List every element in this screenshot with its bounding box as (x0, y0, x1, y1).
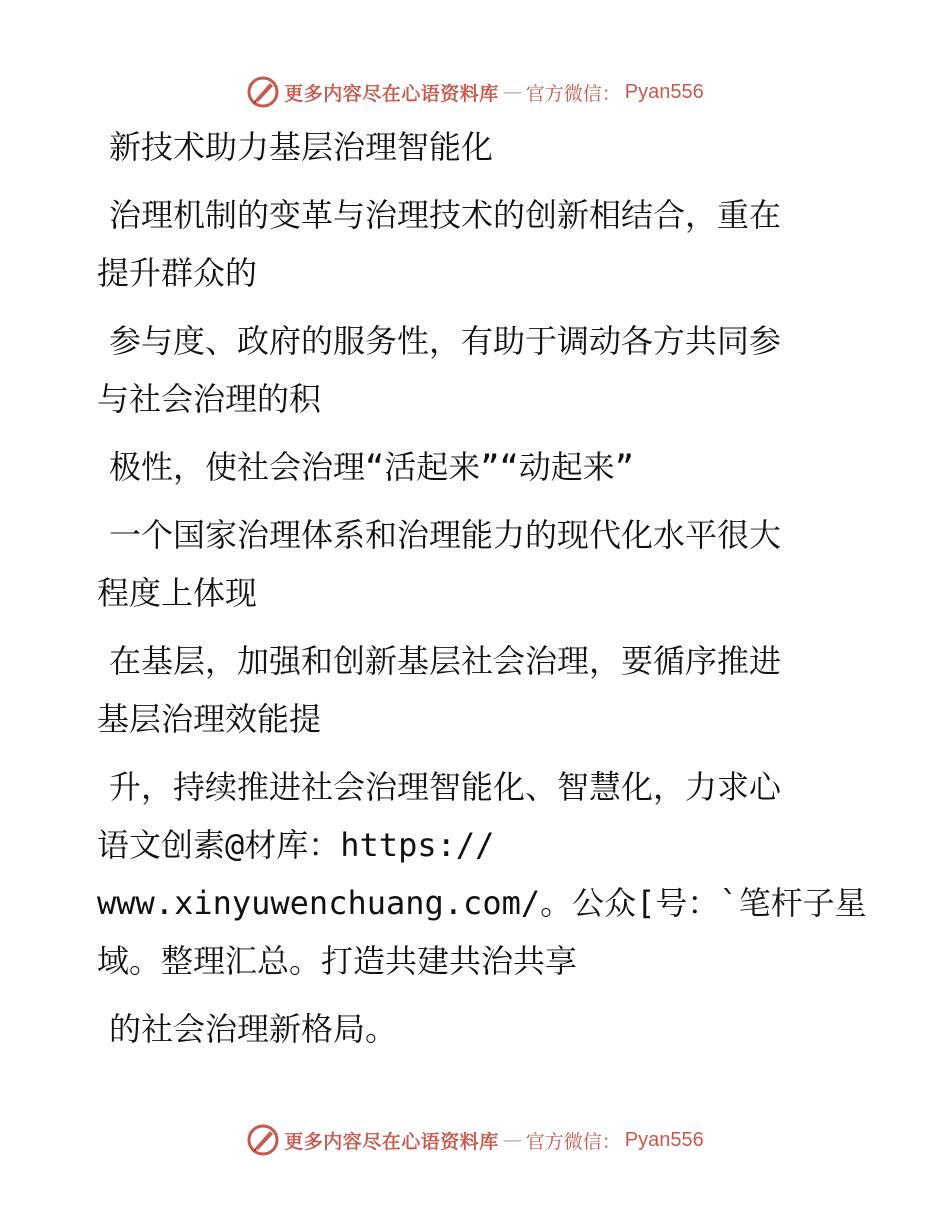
paragraph-line: 基层治理效能提 (97, 700, 322, 738)
paragraph-line: 提升群众的 (97, 254, 258, 292)
banner-separator: — (502, 81, 522, 103)
paragraph-line: 域。整理汇总。打造共建共治共享 (97, 942, 578, 980)
paragraph-line: 的社会治理新格局。 (109, 1010, 398, 1048)
paragraph-line: www.xinyuwenchuang.com/。公众[号：`笔杆子星 (97, 884, 867, 922)
quill-logo-icon (246, 75, 280, 109)
document-body (97, 118, 867, 1058)
paragraph-line: 程度上体现 (97, 574, 258, 612)
footer-watermark-banner (0, 1120, 950, 1160)
paragraph-line: 治理机制的变革与治理技术的创新相结合，重在 (109, 196, 782, 234)
banner-wechat-id: Pyan556 (624, 80, 704, 103)
paragraph-line: 语文创素@材库：https:// (97, 826, 495, 864)
paragraph-line: 极性，使社会治理“活起来”“动起来” (109, 448, 635, 486)
document-heading: 新技术助力基层治理智能化 (109, 128, 494, 166)
banner-site-text: 更多内容尽在心语资料库 (284, 82, 499, 105)
paragraph-line: 与社会治理的积 (97, 380, 322, 418)
header-banner-inner (246, 75, 704, 109)
paragraph-line: 在基层，加强和创新基层社会治理，要循序推进 (109, 642, 782, 680)
banner-site-text: 更多内容尽在心语资料库 (284, 1130, 499, 1153)
footer-banner-inner (246, 1123, 704, 1157)
paragraph-line: 参与度、政府的服务性，有助于调动各方共同参 (109, 322, 782, 360)
paragraph-line: 一个国家治理体系和治理能力的现代化水平很大 (109, 516, 782, 554)
paragraph-line: 升，持续推进社会治理智能化、智慧化，力求心 (109, 768, 782, 806)
banner-separator: — (502, 1129, 522, 1151)
banner-wechat-label: 官方微信： (525, 1130, 621, 1153)
banner-wechat-id: Pyan556 (624, 1128, 704, 1151)
banner-wechat-label: 官方微信： (525, 82, 621, 105)
quill-logo-icon (246, 1123, 280, 1157)
header-watermark-banner (0, 72, 950, 112)
